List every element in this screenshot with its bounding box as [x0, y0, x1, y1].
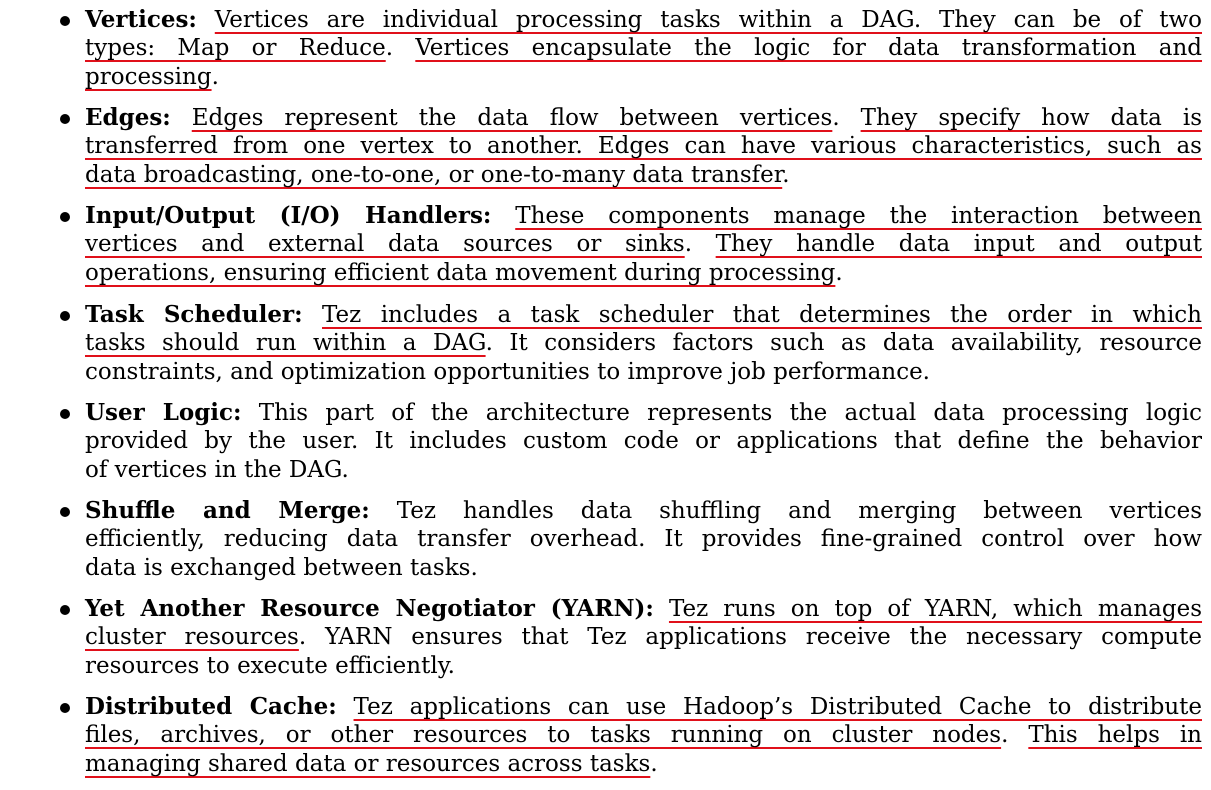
text-line — [85, 201, 1202, 231]
text-line — [85, 103, 1202, 133]
bullet-icon — [60, 507, 70, 517]
highlighted-text: managing shared data or resources across tasks — [85, 751, 651, 777]
text-line — [85, 525, 1202, 554]
highlighted-text: This helps in — [1028, 722, 1202, 748]
bullet-icon — [60, 311, 70, 321]
text-line — [85, 692, 1202, 722]
text-line — [85, 230, 1202, 259]
text-line — [85, 554, 478, 583]
body-text: data is exchanged between tasks. — [85, 555, 478, 581]
highlighted-text: files, archives, or other resources to tasks running on cluster nodes — [85, 722, 1002, 748]
body-text: provided by the user. It includes custom code or applications that define the behavior — [85, 428, 1202, 454]
body-text: . YARN ensures that Tez applications receive the necessary compute — [298, 624, 1203, 650]
highlighted-text: Vertices encapsulate the logic for data transformation and — [415, 35, 1203, 61]
highlighted-text: tasks should run within a DAG — [85, 330, 486, 356]
body-text: resources to execute efficiently. — [85, 653, 455, 679]
text-line — [85, 329, 1202, 358]
body-text: This part of the architecture represents the actual data processing logic — [258, 400, 1203, 426]
bullet-icon — [60, 16, 70, 26]
highlighted-text: types: Map or Reduce — [85, 35, 386, 61]
body-text: . — [211, 64, 219, 90]
body-text: of vertices in the DAG. — [85, 457, 349, 483]
bullet-icon — [60, 114, 70, 124]
body-text: . — [1001, 722, 1029, 748]
bullet-icon — [60, 409, 70, 419]
highlighted-text: They handle data input and output — [715, 231, 1202, 257]
text-line — [85, 398, 1202, 428]
item-term: Shuffle and Merge: — [85, 497, 370, 524]
text-line — [85, 456, 349, 485]
body-text: constraints, and optimization opportunities to improve job performance. — [85, 359, 930, 385]
body-text: efficiently, reducing data transfer overhead. It provides fine-grained control over how — [85, 526, 1202, 552]
text-line — [85, 652, 455, 681]
item-term: Vertices: — [85, 6, 197, 33]
text-line — [85, 34, 1202, 63]
highlighted-text: vertices and external data sources or sinks — [85, 231, 685, 257]
highlighted-text: They specify how data is — [860, 105, 1203, 131]
text-line — [85, 496, 1202, 526]
text-line — [85, 427, 1202, 456]
highlighted-text: Tez includes a task scheduler that determines the order in which — [322, 302, 1202, 328]
item-term: User Logic: — [85, 399, 242, 426]
highlighted-text: data broadcasting, one-to-one, or one-to-many data transfer — [85, 162, 783, 188]
highlighted-text: processing — [85, 64, 212, 90]
item-term: Edges: — [85, 104, 171, 131]
highlighted-text: operations, ensuring efficient data movement during processing — [85, 260, 836, 286]
body-text: . — [782, 162, 790, 188]
body-text: . — [684, 231, 716, 257]
body-text: . — [835, 260, 843, 286]
highlighted-text: Tez applications can use Hadoop’s Distributed Cache to distribute — [353, 694, 1202, 720]
item-term: Task Scheduler: — [85, 301, 303, 328]
text-line — [85, 750, 658, 779]
text-line — [85, 721, 1202, 750]
highlighted-text: Vertices are individual processing tasks within a DAG. They can be of two — [214, 7, 1202, 33]
bullet-icon — [60, 703, 70, 713]
text-line — [85, 259, 843, 288]
text-line — [85, 358, 930, 387]
text-line — [85, 623, 1202, 652]
text-line — [85, 161, 790, 190]
text-line — [85, 594, 1202, 624]
highlighted-text: Tez runs on top of YARN, which manages — [668, 596, 1203, 622]
item-term: Input/Output (I/O) Handlers: — [85, 202, 492, 229]
text-line — [85, 132, 1202, 161]
item-term: Yet Another Resource Negotiator (YARN): — [85, 595, 654, 622]
body-text: Tez handles data shuffling and merging between vertices — [396, 498, 1202, 524]
highlighted-text: These components manage the interaction between — [515, 203, 1202, 229]
highlighted-text: transferred from one vertex to another. Edges can have various characteristics, such as — [85, 133, 1202, 159]
body-text: . — [385, 35, 416, 61]
highlighted-text: Edges represent the data flow between vertices — [191, 105, 833, 131]
text-line — [85, 63, 219, 92]
highlighted-text: cluster resources — [85, 624, 299, 650]
body-text: . — [832, 105, 861, 131]
bullet-icon — [60, 605, 70, 615]
text-line — [85, 5, 1202, 35]
item-term: Distributed Cache: — [85, 693, 337, 720]
text-line — [85, 300, 1202, 330]
bullet-icon — [60, 212, 70, 222]
body-text: . — [650, 751, 658, 777]
body-text: . It considers factors such as data availability, resource — [485, 330, 1202, 356]
